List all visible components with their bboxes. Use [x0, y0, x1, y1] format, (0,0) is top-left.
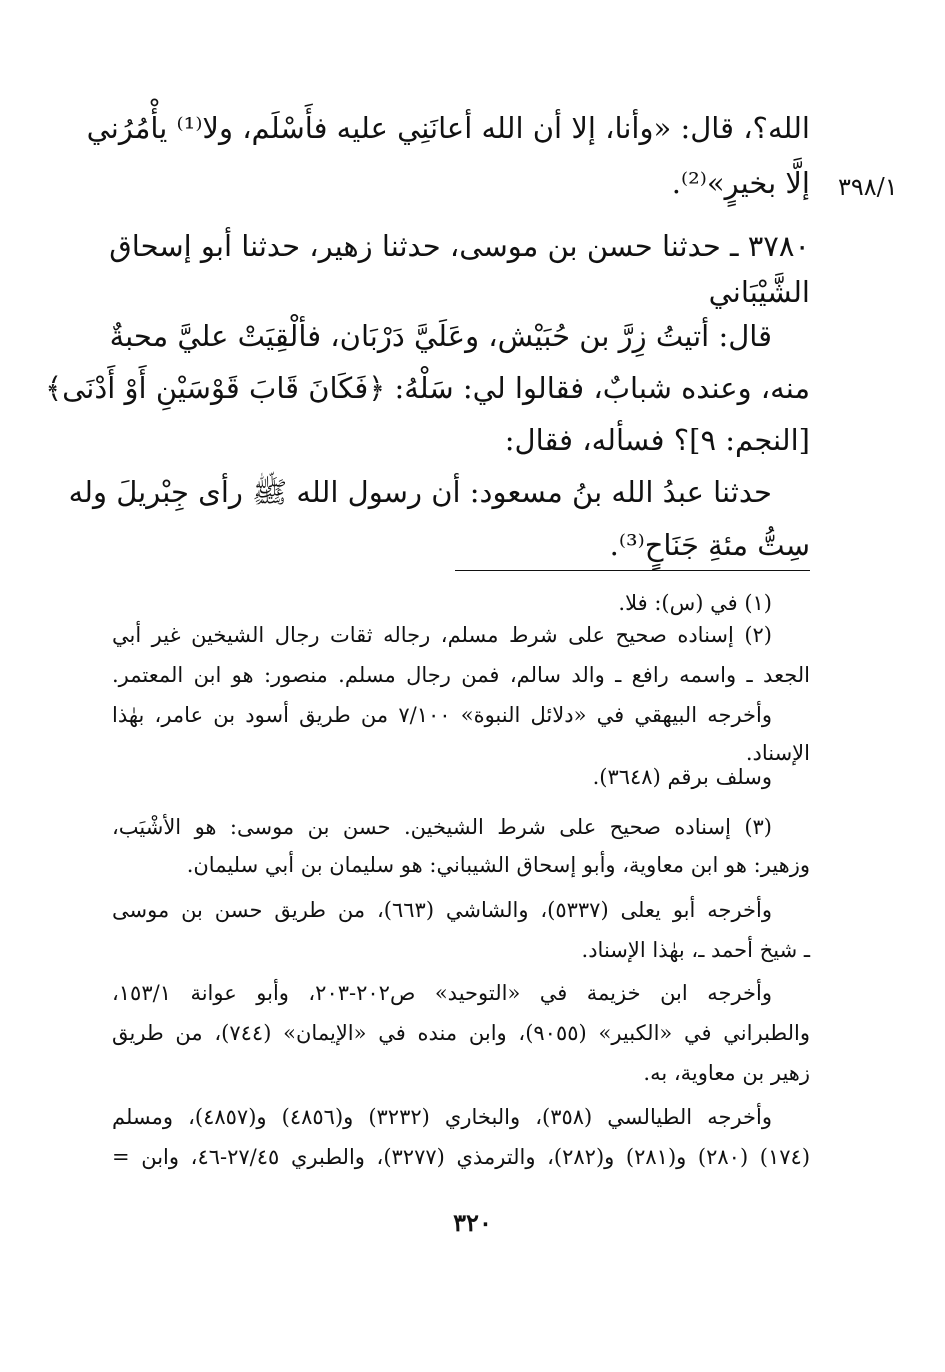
footnote-separator — [455, 570, 810, 571]
main-text-line: [النجم: ٩]؟ فسأله، فقال: — [504, 423, 810, 457]
footnote-line: وأخرجه البيهقي في «دلائل النبوة» ٧/١٠٠ من طريق أسود بن عامر، بهٰذا — [112, 703, 772, 727]
main-text-line: قال: أتيتُ زِرَّ بن حُبَيْش، وعَلَيَّ دَرْبَان، فألْقِيَتْ عليَّ محبةٌ — [109, 319, 772, 353]
footnote-line: (١٧٤) (٢٨٠) و(٢٨١) و(٢٨٢)، والترمذي (٣٢٧٧)، والطبري ٢٧/٤٥-٤٦، وابن = — [112, 1145, 811, 1169]
main-text-line: إلَّا بخيرٍ»⁽²⁾. — [671, 166, 810, 200]
footnote-line: والطبراني في «الكبير» (٩٠٥٥)، وابن منده في «الإيمان» (٧٤٤)، من طريق — [112, 1021, 811, 1045]
footnote-line: (٢) إسناده صحيح على شرط مسلم، رجاله ثقات رجال الشيخين غير أبي — [112, 623, 772, 647]
main-text-line: حدثنا عبدُ الله بنُ مسعود: أن رسول الله ﷺ رأى جِبْريلَ وله — [68, 475, 772, 509]
main-text-line: الله؟، قال: «وأنا، إلا أن الله أعانَنِي عليه فأَسْلَم، ولا⁽¹⁾ يأْمُرُني — [86, 111, 810, 145]
main-text-line: الشَّيْبَاني — [708, 275, 810, 309]
main-text-line: ٣٧٨٠ ـ حدثنا حسن بن موسى، حدثنا زهير، حدثنا أبو إسحاق — [109, 229, 810, 263]
footnote-line: الجعد ـ واسمه رافع ـ والد سالم، فمن رجال مسلم. منصور: هو ابن المعتمر. — [112, 663, 810, 687]
footnote-line: وأخرجه ابن خزيمة في «التوحيد» ص٢٠٢-٢٠٣، وأبو عوانة ١٥٣/١، — [112, 981, 772, 1005]
footnote-line: وأخرجه الطيالسي (٣٥٨)، والبخاري (٣٢٣٢) و(٤٨٥٦) و(٤٨٥٧)، ومسلم — [112, 1105, 772, 1129]
footnote-line: (٣) إسناده صحيح على شرط الشيخين. حسن بن موسى: هو الأشْيَب، — [112, 815, 772, 839]
footnote-line: وسلف برقم (٣٦٤٨). — [592, 765, 772, 789]
footnote-line: وأخرجه أبو يعلى (٥٣٣٧)، والشاشي (٦٦٣)، من طريق حسن بن موسى — [112, 898, 773, 922]
main-text-line: سِتُّ مئةِ جَنَاحٍ⁽³⁾. — [609, 528, 810, 562]
main-text-line: منه، وعنده شبابٌ، فقالوا لي: سَلْهُ: ﴿فَكَانَ قَابَ قَوْسَيْنِ أَوْ أَدْنَى﴾ — [45, 371, 810, 405]
footnote-line: زهير بن معاوية، به. — [643, 1061, 810, 1085]
margin-reference: ٣٩٨/١ — [838, 173, 898, 201]
page-number: ٣٢٠ — [453, 1208, 492, 1237]
footnote-line: الإسناد. — [745, 741, 810, 765]
footnote-line: وزهير: هو ابن معاوية، وأبو إسحاق الشيباني: هو سليمان بن أبي سليمان. — [186, 853, 810, 877]
footnote-line: (١) في (س): فلا. — [618, 591, 772, 615]
footnote-line: ـ شيخ أحمد ـ، بهٰذا الإسناد. — [581, 938, 810, 962]
